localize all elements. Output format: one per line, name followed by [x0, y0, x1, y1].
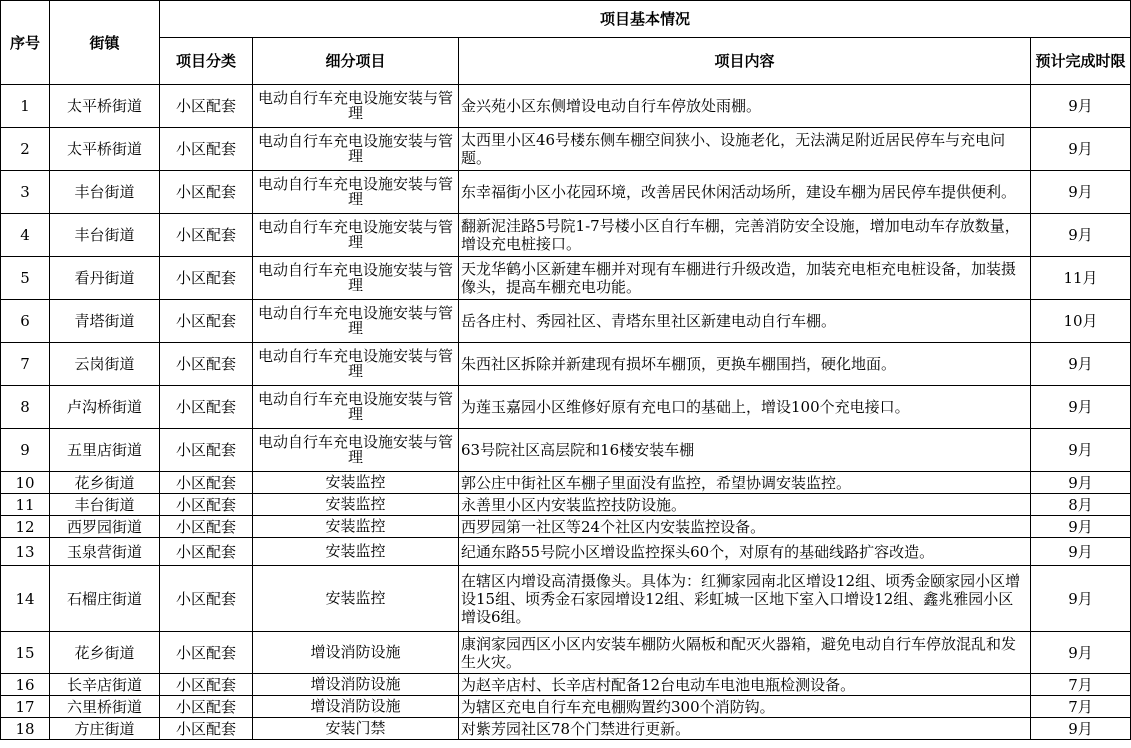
row-street: 卢沟桥街道 — [50, 386, 160, 429]
row-no: 11 — [1, 494, 50, 516]
row-deadline: 7月 — [1031, 674, 1131, 696]
table-row — [1, 674, 1131, 696]
table-row — [1, 171, 1131, 214]
row-street: 石榴庄街道 — [50, 566, 160, 632]
table-row — [1, 429, 1131, 472]
row-subitem: 电动自行车充电设施安装与管理 — [253, 386, 459, 429]
row-no: 13 — [1, 538, 50, 566]
row-subitem: 安装监控 — [253, 566, 459, 632]
row-category: 小区配套 — [160, 214, 253, 257]
row-deadline: 9月 — [1031, 538, 1131, 566]
table-row — [1, 632, 1131, 674]
row-category: 小区配套 — [160, 566, 253, 632]
row-subitem: 安装门禁 — [253, 718, 459, 740]
row-street: 六里桥街道 — [50, 696, 160, 718]
row-content: 金兴苑小区东侧增设电动自行车停放处雨棚。 — [459, 85, 1031, 128]
row-street: 花乡街道 — [50, 472, 160, 494]
row-no: 5 — [1, 257, 50, 300]
row-subitem: 增设消防设施 — [253, 674, 459, 696]
row-street: 花乡街道 — [50, 632, 160, 674]
table-body — [1, 85, 1131, 740]
row-no: 18 — [1, 718, 50, 740]
row-no: 12 — [1, 516, 50, 538]
row-street: 看丹街道 — [50, 257, 160, 300]
row-street: 方庄街道 — [50, 718, 160, 740]
col-header-subitem: 细分项目 — [253, 38, 459, 85]
row-deadline: 9月 — [1031, 85, 1131, 128]
col-header-deadline: 预计完成时限 — [1031, 38, 1131, 85]
row-no: 15 — [1, 632, 50, 674]
row-deadline: 9月 — [1031, 472, 1131, 494]
row-content: 为辖区充电自行车充电棚购置约300个消防钩。 — [459, 696, 1031, 718]
row-content: 朱西社区拆除并新建现有损坏车棚顶，更换车棚围挡，硬化地面。 — [459, 343, 1031, 386]
row-deadline: 8月 — [1031, 494, 1131, 516]
row-content: 西罗园第一社区等24个社区内安装监控设备。 — [459, 516, 1031, 538]
table-row — [1, 566, 1131, 632]
row-category: 小区配套 — [160, 718, 253, 740]
row-subitem: 电动自行车充电设施安装与管理 — [253, 343, 459, 386]
row-category: 小区配套 — [160, 516, 253, 538]
row-category: 小区配套 — [160, 343, 253, 386]
row-category: 小区配套 — [160, 538, 253, 566]
row-deadline: 9月 — [1031, 214, 1131, 257]
row-subitem: 电动自行车充电设施安装与管理 — [253, 214, 459, 257]
row-no: 16 — [1, 674, 50, 696]
row-deadline: 9月 — [1031, 429, 1131, 472]
row-content: 63号院社区高层院和16楼安装车棚 — [459, 429, 1031, 472]
row-content: 郭公庄中街社区车棚子里面没有监控，希望协调安装监控。 — [459, 472, 1031, 494]
table-row — [1, 343, 1131, 386]
row-street: 丰台街道 — [50, 171, 160, 214]
row-street: 太平桥街道 — [50, 128, 160, 171]
row-street: 青塔街道 — [50, 300, 160, 343]
table-row — [1, 696, 1131, 718]
col-header-no: 序号 — [1, 1, 50, 85]
col-header-category: 项目分类 — [160, 38, 253, 85]
row-no: 14 — [1, 566, 50, 632]
row-category: 小区配套 — [160, 632, 253, 674]
row-category: 小区配套 — [160, 300, 253, 343]
row-content: 翻新泥洼路5号院1-7号楼小区自行车棚，完善消防安全设施，增加电动车存放数量，增设充电桩接口。 — [459, 214, 1031, 257]
row-street: 西罗园街道 — [50, 516, 160, 538]
row-category: 小区配套 — [160, 386, 253, 429]
row-deadline: 9月 — [1031, 386, 1131, 429]
row-content: 为莲玉嘉园小区维修好原有充电口的基础上，增设100个充电接口。 — [459, 386, 1031, 429]
row-no: 3 — [1, 171, 50, 214]
row-subitem: 电动自行车充电设施安装与管理 — [253, 128, 459, 171]
row-deadline: 9月 — [1031, 128, 1131, 171]
row-subitem: 电动自行车充电设施安装与管理 — [253, 300, 459, 343]
row-category: 小区配套 — [160, 85, 253, 128]
row-deadline: 9月 — [1031, 632, 1131, 674]
table-row — [1, 472, 1131, 494]
row-category: 小区配套 — [160, 257, 253, 300]
row-no: 17 — [1, 696, 50, 718]
row-content: 在辖区内增设高清摄像头。具体为：红狮家园南北区增设12组、顷秀金颐家园小区增设15组、顷秀金石家园增设12组、彩虹城一区地下室入口增设12组、鑫兆雅园小区增设6组。 — [459, 566, 1031, 632]
row-subitem: 电动自行车充电设施安装与管理 — [253, 257, 459, 300]
table-row — [1, 257, 1131, 300]
row-no: 1 — [1, 85, 50, 128]
row-content: 岳各庄村、秀园社区、青塔东里社区新建电动自行车棚。 — [459, 300, 1031, 343]
row-category: 小区配套 — [160, 472, 253, 494]
row-subitem: 电动自行车充电设施安装与管理 — [253, 85, 459, 128]
group-header-basic-info: 项目基本情况 — [160, 1, 1131, 38]
row-street: 太平桥街道 — [50, 85, 160, 128]
row-subitem: 增设消防设施 — [253, 632, 459, 674]
row-deadline: 9月 — [1031, 718, 1131, 740]
table-row — [1, 516, 1131, 538]
table-row — [1, 214, 1131, 257]
table-row — [1, 538, 1131, 566]
row-no: 2 — [1, 128, 50, 171]
row-street: 丰台街道 — [50, 214, 160, 257]
row-deadline: 9月 — [1031, 171, 1131, 214]
row-content: 永善里小区内安装监控技防设施。 — [459, 494, 1031, 516]
row-subitem: 安装监控 — [253, 494, 459, 516]
row-category: 小区配套 — [160, 171, 253, 214]
row-subitem: 增设消防设施 — [253, 696, 459, 718]
row-category: 小区配套 — [160, 128, 253, 171]
row-no: 9 — [1, 429, 50, 472]
row-category: 小区配套 — [160, 696, 253, 718]
row-content: 康润家园西区小区内安装车棚防火隔板和配灭火器箱，避免电动自行车停放混乱和发生火灾。 — [459, 632, 1031, 674]
row-content: 天龙华鹤小区新建车棚并对现有车棚进行升级改造，加装充电柜充电桩设备，加装摄像头，提高车棚充电功能。 — [459, 257, 1031, 300]
row-category: 小区配套 — [160, 494, 253, 516]
row-street: 玉泉营街道 — [50, 538, 160, 566]
row-no: 7 — [1, 343, 50, 386]
row-no: 4 — [1, 214, 50, 257]
row-content: 纪通东路55号院小区增设监控探头60个，对原有的基础线路扩容改造。 — [459, 538, 1031, 566]
row-category: 小区配套 — [160, 674, 253, 696]
table-row — [1, 718, 1131, 740]
table-row — [1, 386, 1131, 429]
row-deadline: 10月 — [1031, 300, 1131, 343]
table-row — [1, 128, 1131, 171]
row-category: 小区配套 — [160, 429, 253, 472]
row-street: 五里店街道 — [50, 429, 160, 472]
row-no: 8 — [1, 386, 50, 429]
row-deadline: 7月 — [1031, 696, 1131, 718]
table-row — [1, 300, 1131, 343]
table-row — [1, 85, 1131, 128]
row-subitem: 安装监控 — [253, 516, 459, 538]
row-subitem: 安装监控 — [253, 538, 459, 566]
row-deadline: 9月 — [1031, 343, 1131, 386]
row-deadline: 9月 — [1031, 566, 1131, 632]
row-no: 6 — [1, 300, 50, 343]
row-deadline: 9月 — [1031, 516, 1131, 538]
row-subitem: 安装监控 — [253, 472, 459, 494]
row-content: 太西里小区46号楼东侧车棚空间狭小、设施老化，无法满足附近居民停车与充电问题。 — [459, 128, 1031, 171]
row-content: 对紫芳园社区78个门禁进行更新。 — [459, 718, 1031, 740]
table-row — [1, 494, 1131, 516]
row-street: 云岗街道 — [50, 343, 160, 386]
row-content: 为赵辛店村、长辛店村配备12台电动车电池电瓶检测设备。 — [459, 674, 1031, 696]
row-street: 丰台街道 — [50, 494, 160, 516]
row-subitem: 电动自行车充电设施安装与管理 — [253, 171, 459, 214]
row-no: 10 — [1, 472, 50, 494]
col-header-content: 项目内容 — [459, 38, 1031, 85]
row-street: 长辛店街道 — [50, 674, 160, 696]
row-content: 东幸福街小区小花园环境，改善居民休闲活动场所，建设车棚为居民停车提供便利。 — [459, 171, 1031, 214]
col-header-street: 街镇 — [50, 1, 160, 85]
row-deadline: 11月 — [1031, 257, 1131, 300]
row-subitem: 电动自行车充电设施安装与管理 — [253, 429, 459, 472]
